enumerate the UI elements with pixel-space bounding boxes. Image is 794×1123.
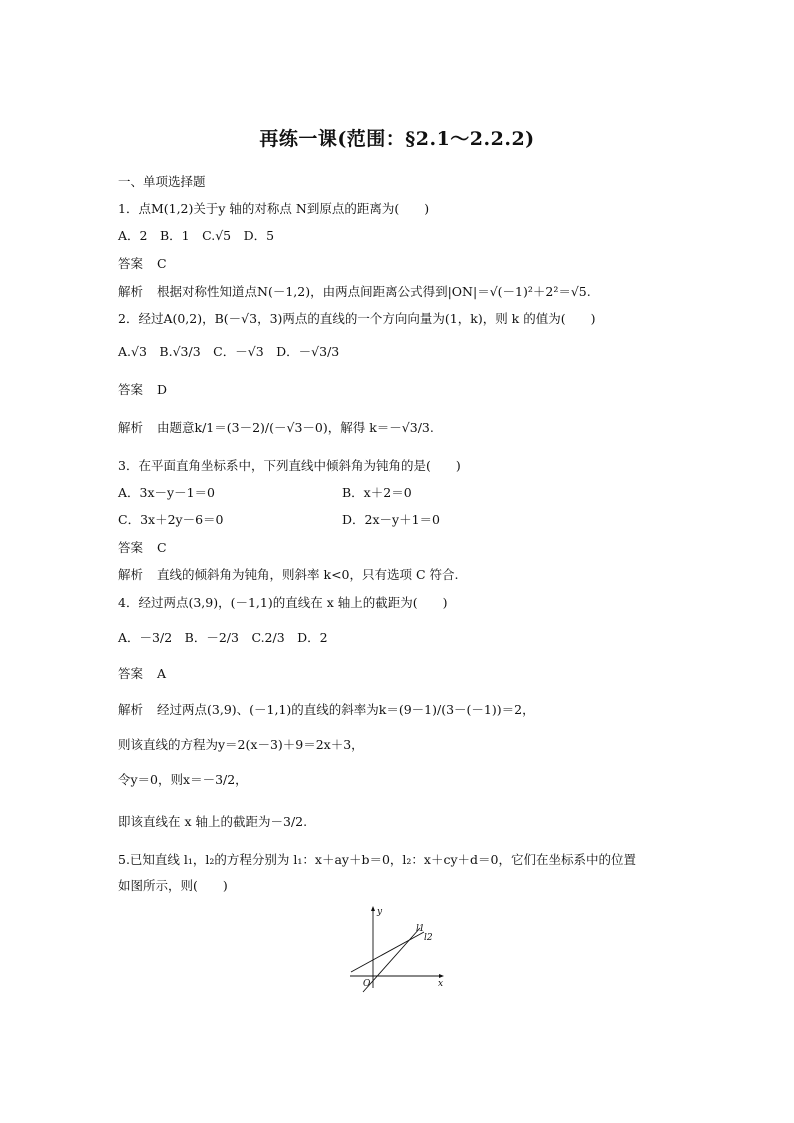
- q3-option-d: D．2x－y＋1＝0: [342, 512, 440, 527]
- q3-option-a: A．3x－y－1＝0: [118, 485, 215, 500]
- answer-label: 答案: [118, 666, 144, 681]
- q2-answer-value: D: [157, 382, 168, 397]
- answer-label: 答案: [118, 382, 144, 397]
- answer-label: 答案: [118, 540, 144, 555]
- q1-options: A．2 B．1 C.√5 D．5: [118, 228, 275, 243]
- q2-explain-text: 由题意k/1＝(3－2)/(－√3－0)，解得 k＝－√3/3.: [157, 420, 434, 435]
- explain-label: 解析: [118, 284, 144, 299]
- q1-explain-text: 根据对称性知道点N(－1,2)，由两点间距离公式得到|ON|＝√(－1)²＋2²＝√5.: [157, 284, 591, 299]
- line-l2: [351, 932, 424, 972]
- x-axis-arrow: [439, 974, 444, 978]
- q5-coordinate-figure: [348, 904, 448, 994]
- q4-explain-4: 即该直线在 x 轴上的截距为－3/2.: [118, 814, 308, 829]
- q4-options: A．－3/2 B．－2/3 C.2/3 D．2: [118, 630, 328, 645]
- q3-option-b: B．x＋2＝0: [342, 485, 412, 500]
- q2-explain: [118, 418, 434, 438]
- q4-explain-2: 则该直线的方程为y＝2(x－3)＋9＝2x＋3，: [118, 737, 364, 752]
- y-axis-arrow: [371, 906, 375, 911]
- q3-option-c: C．3x＋2y－6＝0: [118, 512, 224, 527]
- explain-label: 解析: [118, 567, 144, 582]
- q4-answer-value: A: [157, 666, 167, 681]
- q5-stem-2: 如图所示，则( ): [118, 878, 228, 893]
- section-heading: 一、单项选择题: [118, 174, 206, 189]
- l2-label: l2: [424, 933, 433, 943]
- q3-options-row-2: [118, 510, 678, 530]
- q4-stem: 4．经过两点(3,9)，(－1,1)的直线在 x 轴上的截距为( ): [118, 595, 448, 610]
- l1-label: l1: [416, 924, 425, 934]
- q1-explain: [118, 282, 591, 302]
- origin-label: O: [363, 979, 371, 989]
- q2-stem: 2．经过A(0,2)，B(－√3，3)两点的直线的一个方向向量为(1，k)，则 k 的值为( ): [118, 311, 596, 326]
- q3-answer: [118, 538, 167, 558]
- y-axis-label: y: [377, 907, 383, 917]
- q3-answer-value: C: [157, 540, 167, 555]
- q5-stem-1: 5.已知直线 l₁，l₂的方程分别为 l₁：x＋ay＋b＝0，l₂：x＋cy＋d＝0，它们在坐标系中的位置: [118, 852, 636, 867]
- q1-answer: [118, 254, 167, 274]
- x-axis-label: x: [438, 979, 444, 989]
- q4-explain-3: 令y＝0，则x＝－3/2，: [118, 772, 248, 787]
- q1-answer-value: C: [157, 256, 167, 271]
- explain-label: 解析: [118, 420, 144, 435]
- q3-explain-text: 直线的倾斜角为钝角，则斜率 k<0，只有选项 C 符合.: [157, 567, 459, 582]
- q4-explain-text-1: 经过两点(3,9)、(－1,1)的直线的斜率为k＝(9－1)/(3－(－1))＝2，: [157, 702, 535, 717]
- q4-explain-1: [118, 700, 535, 720]
- q1-stem: 1．点M(1,2)关于y 轴的对称点 N到原点的距离为( ): [118, 201, 430, 216]
- q3-stem: 3．在平面直角坐标系中，下列直线中倾斜角为钝角的是( ): [118, 458, 461, 473]
- page-title: 再练一课(范围：§2.1～2.2.2): [259, 128, 535, 150]
- answer-label: 答案: [118, 256, 144, 271]
- q2-answer: [118, 380, 167, 400]
- q4-answer: [118, 664, 166, 684]
- q2-options: A.√3 B.√3/3 C．－√3 D．－√3/3: [118, 344, 340, 359]
- line-l1: [363, 928, 420, 992]
- q3-explain: [118, 565, 458, 585]
- q3-options-row-1: [118, 483, 678, 503]
- explain-label: 解析: [118, 702, 144, 717]
